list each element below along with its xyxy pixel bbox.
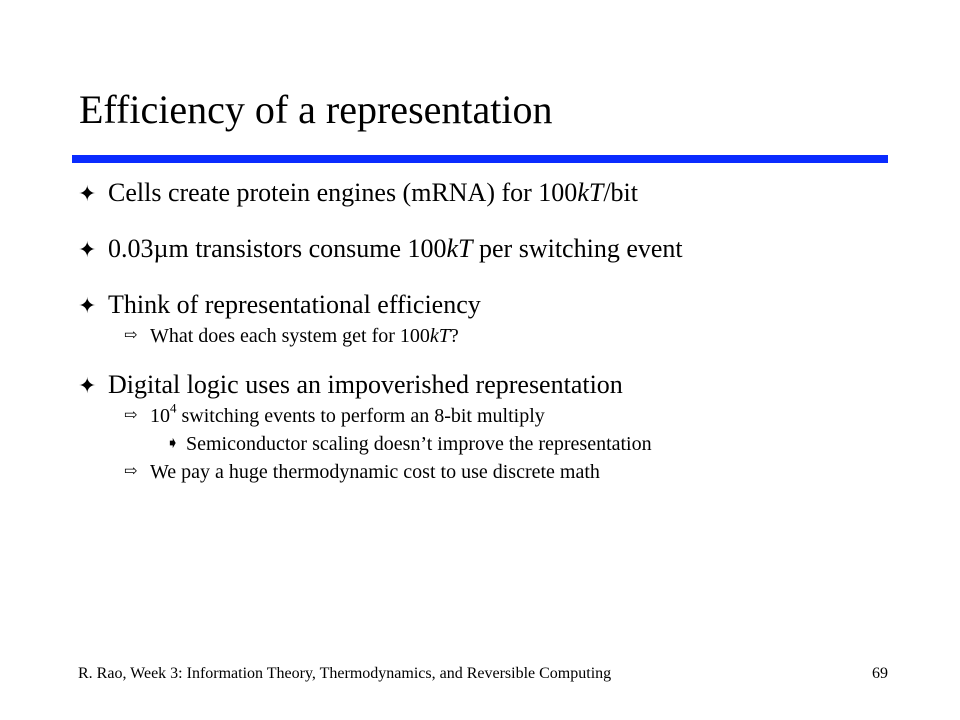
diamond-arrow-icon: ➧ [166,435,180,452]
hollow-arrow-icon: ⇨ [124,407,138,424]
bullet-item [78,232,898,266]
bullet-item [78,368,898,402]
sub-bullet-text: $10^4$ switching events to perform an 8-bit multiply [150,400,545,427]
sub-sub-bullet-item [78,430,898,458]
bullet-item [78,176,898,210]
slide-footer: R. Rao, Week 3: Information Theory, Thermodynamics, and Reversible Computing [78,665,612,682]
bullet-text: Cells create protein engines (mRNA) for 100kT/bit [108,178,638,207]
sub-bullet-item [78,322,898,350]
sub-bullet-item [78,402,898,430]
hollow-arrow-icon: ⇨ [124,327,138,344]
bullet-text: Digital logic uses an impoverished representation [108,370,623,399]
bullet-item [78,288,898,322]
four-point-star-icon: ✦ [78,373,97,398]
slide-title: Efficiency of a representation [79,87,553,132]
bullet-text: 0.03µm transistors consume 100kT per switching event [108,234,683,263]
bullet-text: Think of representational efficiency [108,290,481,319]
sub-bullet-item [78,458,898,486]
sub-bullet-text: What does each system get for 100kT? [150,325,459,347]
page-number: 69 [872,665,888,682]
sub-bullet-text: We pay a huge thermodynamic cost to use discrete math [150,461,600,483]
four-point-star-icon: ✦ [78,237,97,262]
hollow-arrow-icon: ⇨ [124,463,138,480]
sub-sub-bullet-text: Semiconductor scaling doesn’t improve the representation [186,433,652,455]
title-underline [72,155,888,163]
four-point-star-icon: ✦ [78,293,97,318]
bullet-list [78,176,898,486]
four-point-star-icon: ✦ [78,181,97,206]
